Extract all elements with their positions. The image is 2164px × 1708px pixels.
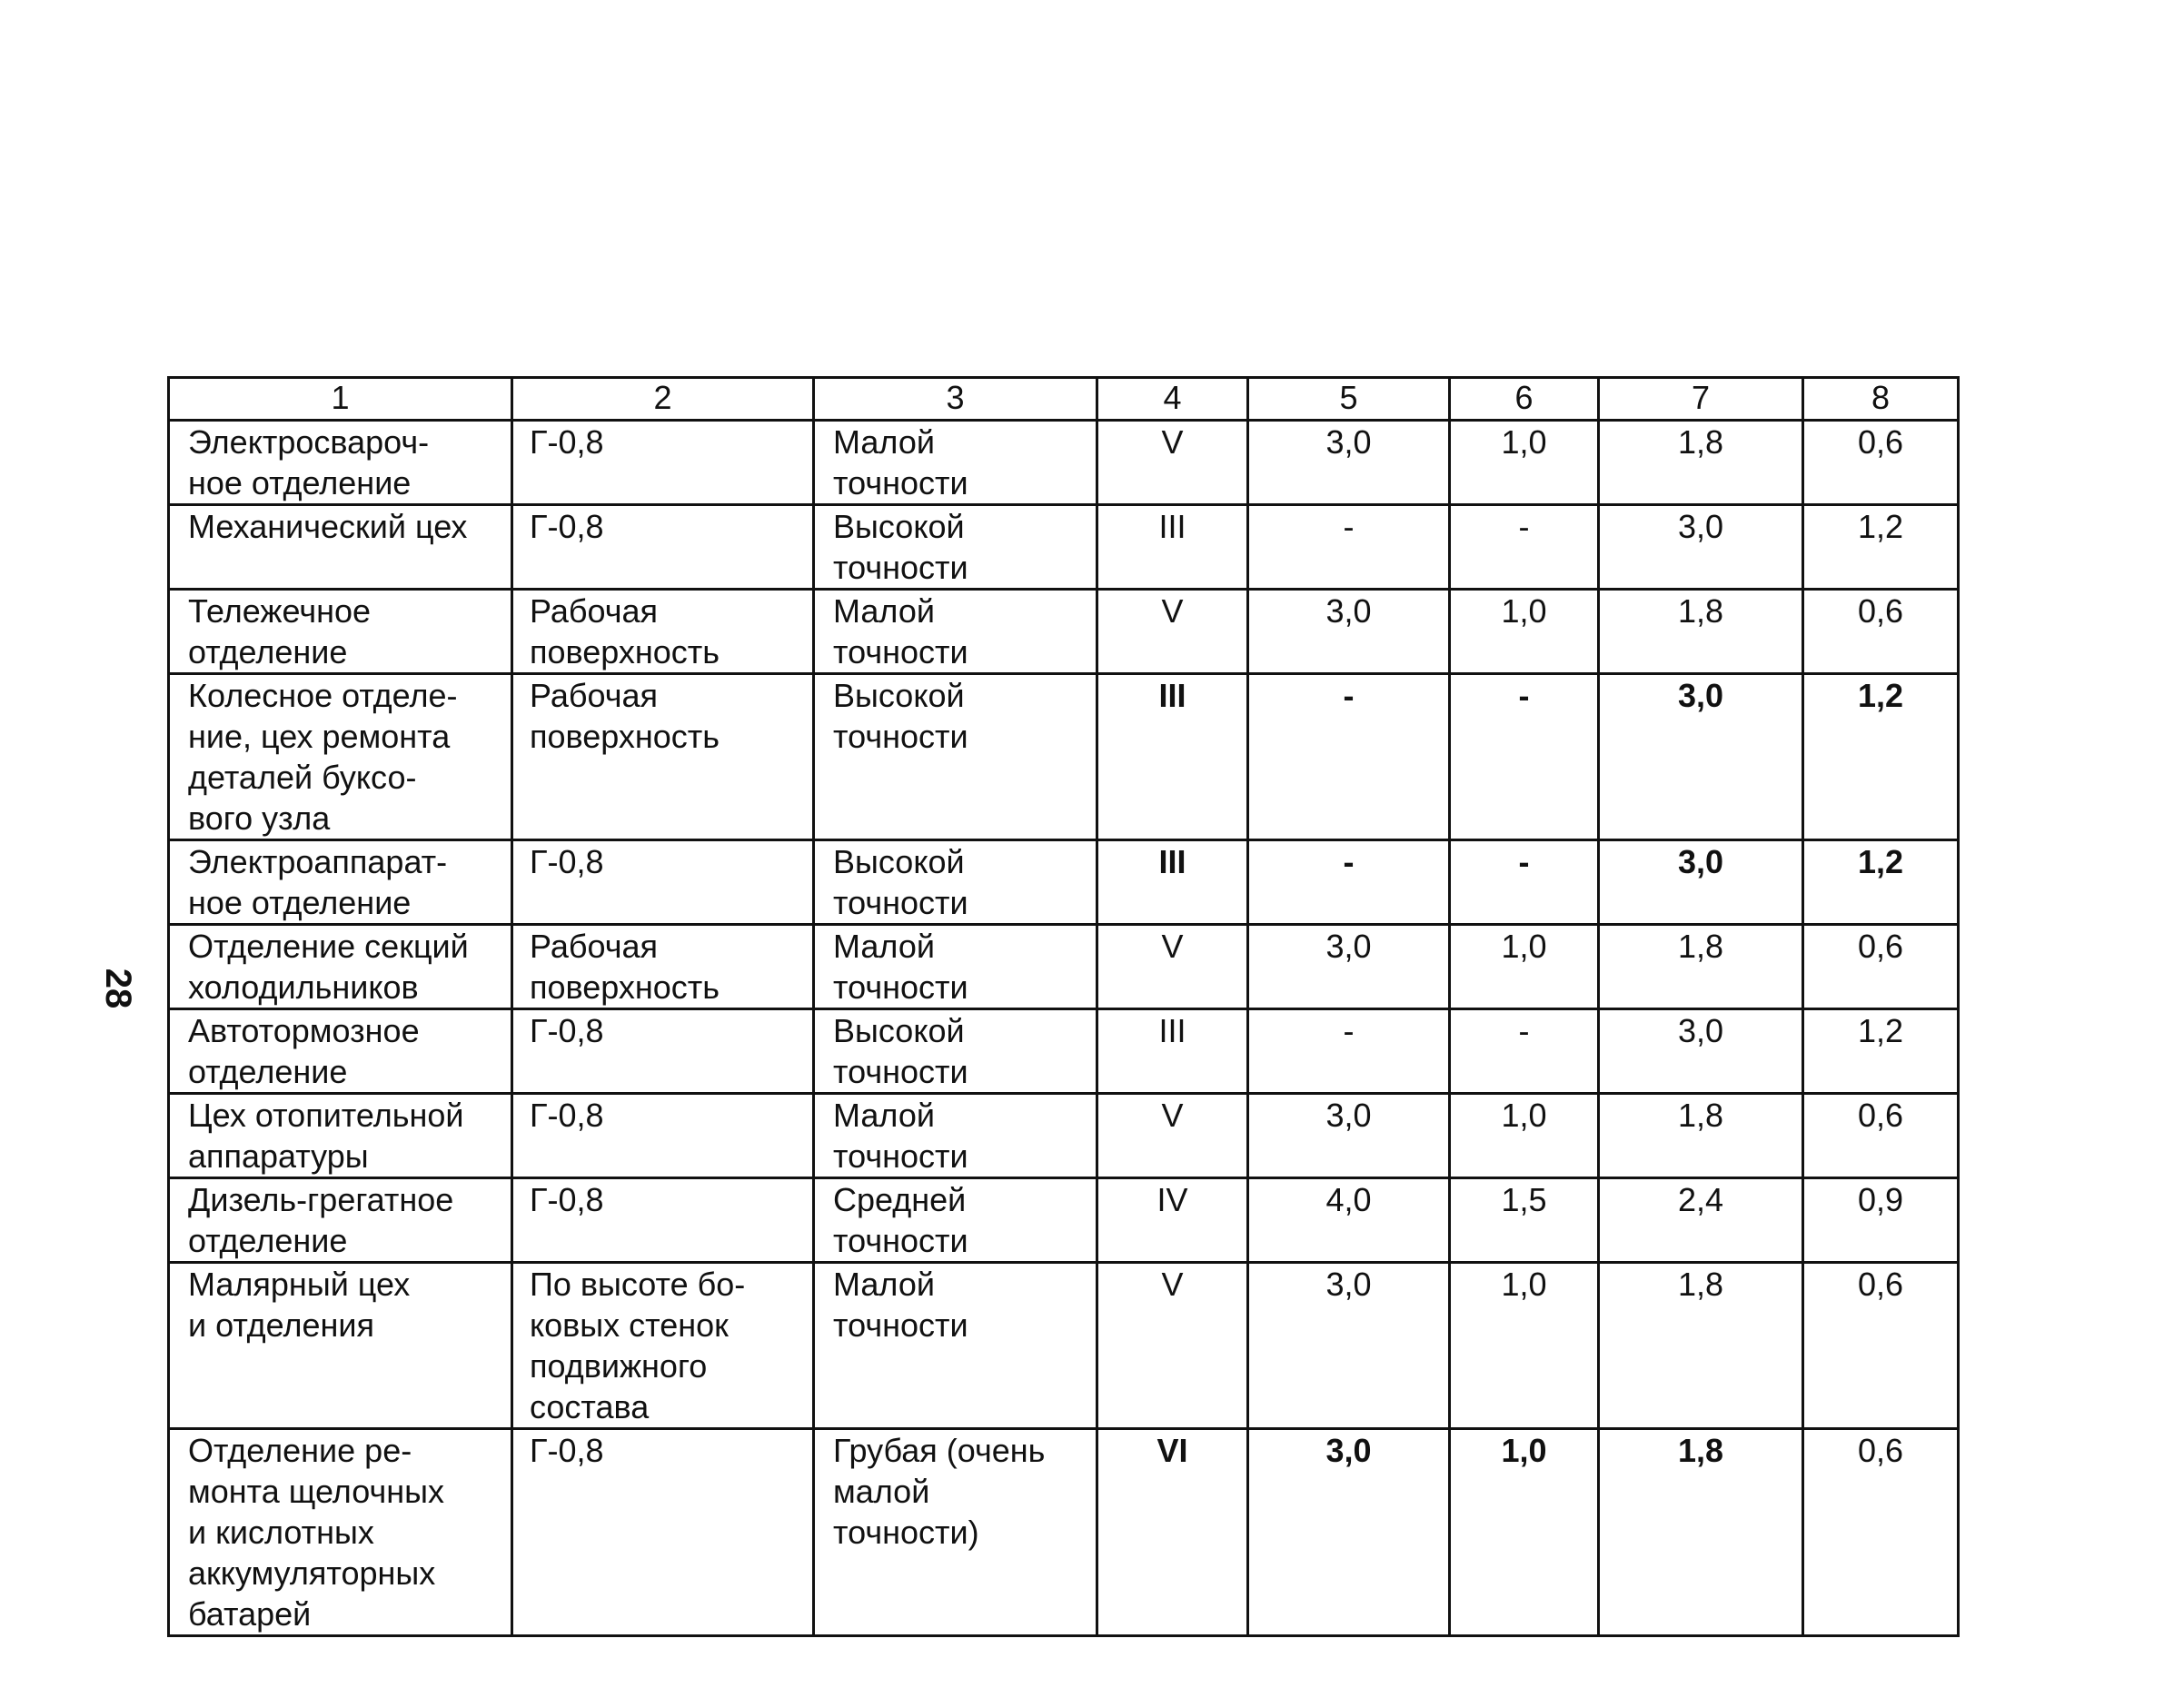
table-row: [169, 1009, 1959, 1094]
value-col5-cell: 4,0: [1248, 1178, 1450, 1263]
category-cell: V: [1097, 925, 1248, 1009]
work-accuracy-cell: Средней точности: [814, 1178, 1097, 1263]
table-row: [169, 1263, 1959, 1429]
value-col6-cell: -: [1450, 505, 1599, 590]
value-col5-cell: 3,0: [1248, 421, 1450, 505]
column-header: 2: [512, 378, 814, 421]
value-col8-cell: 1,2: [1803, 674, 1959, 840]
work-accuracy-cell: Малой точности: [814, 925, 1097, 1009]
value-col7-cell: 1,8: [1599, 1094, 1803, 1178]
column-header: 4: [1097, 378, 1248, 421]
workshop-name-cell: Электроаппарат- ное отделение: [169, 840, 512, 925]
value-col5-cell: 3,0: [1248, 1429, 1450, 1636]
value-col6-cell: 1,0: [1450, 421, 1599, 505]
value-col5-cell: 3,0: [1248, 590, 1450, 674]
value-col8-cell: 1,2: [1803, 505, 1959, 590]
value-col7-cell: 1,8: [1599, 1263, 1803, 1429]
value-col8-cell: 0,6: [1803, 925, 1959, 1009]
value-col8-cell: 0,9: [1803, 1178, 1959, 1263]
value-col6-cell: 1,0: [1450, 925, 1599, 1009]
value-col6-cell: 1,0: [1450, 1429, 1599, 1636]
value-col8-cell: 0,6: [1803, 1263, 1959, 1429]
value-col7-cell: 1,8: [1599, 925, 1803, 1009]
column-header: 5: [1248, 378, 1450, 421]
value-col7-cell: 3,0: [1599, 505, 1803, 590]
working-plane-cell: Рабочая поверхность: [512, 590, 814, 674]
work-accuracy-cell: Высокой точности: [814, 674, 1097, 840]
value-col8-cell: 0,6: [1803, 590, 1959, 674]
value-col7-cell: 1,8: [1599, 421, 1803, 505]
workshop-name-cell: Электросвароч- ное отделение: [169, 421, 512, 505]
category-cell: III: [1097, 1009, 1248, 1094]
table-row: [169, 1178, 1959, 1263]
value-col5-cell: 3,0: [1248, 925, 1450, 1009]
working-plane-cell: По высоте бо- ковых стенок подвижного состава: [512, 1263, 814, 1429]
value-col6-cell: 1,0: [1450, 1094, 1599, 1178]
value-col8-cell: 0,6: [1803, 1429, 1959, 1636]
column-header: 8: [1803, 378, 1959, 421]
value-col6-cell: 1,0: [1450, 1263, 1599, 1429]
value-col7-cell: 3,0: [1599, 1009, 1803, 1094]
work-accuracy-cell: Малой точности: [814, 1094, 1097, 1178]
table-row: [169, 421, 1959, 505]
lighting-norms-table: [167, 376, 1960, 1637]
column-header: 1: [169, 378, 512, 421]
category-cell: V: [1097, 590, 1248, 674]
workshop-name-cell: Автотормозное отделение: [169, 1009, 512, 1094]
work-accuracy-cell: Малой точности: [814, 421, 1097, 505]
working-plane-cell: Г-0,8: [512, 505, 814, 590]
value-col8-cell: 1,2: [1803, 1009, 1959, 1094]
value-col6-cell: 1,5: [1450, 1178, 1599, 1263]
value-col5-cell: -: [1248, 840, 1450, 925]
value-col8-cell: 1,2: [1803, 840, 1959, 925]
column-header: 7: [1599, 378, 1803, 421]
value-col6-cell: -: [1450, 674, 1599, 840]
value-col7-cell: 3,0: [1599, 674, 1803, 840]
table-row: [169, 505, 1959, 590]
page-number: 28: [98, 968, 138, 1009]
category-cell: V: [1097, 1094, 1248, 1178]
working-plane-cell: Г-0,8: [512, 1178, 814, 1263]
work-accuracy-cell: Высокой точности: [814, 1009, 1097, 1094]
workshop-name-cell: Малярный цех и отделения: [169, 1263, 512, 1429]
work-accuracy-cell: Высокой точности: [814, 505, 1097, 590]
work-accuracy-cell: Малой точности: [814, 1263, 1097, 1429]
value-col8-cell: 0,6: [1803, 1094, 1959, 1178]
workshop-name-cell: Тележечное отделение: [169, 590, 512, 674]
workshop-name-cell: Дизель-грегатное отделение: [169, 1178, 512, 1263]
category-cell: V: [1097, 421, 1248, 505]
value-col7-cell: 2,4: [1599, 1178, 1803, 1263]
table-row: [169, 1094, 1959, 1178]
table-row: [169, 840, 1959, 925]
value-col5-cell: -: [1248, 1009, 1450, 1094]
table-row: [169, 590, 1959, 674]
table-row: [169, 674, 1959, 840]
value-col6-cell: -: [1450, 840, 1599, 925]
value-col6-cell: 1,0: [1450, 590, 1599, 674]
table-row: [169, 1429, 1959, 1636]
working-plane-cell: Г-0,8: [512, 1094, 814, 1178]
header-row: [169, 378, 1959, 421]
work-accuracy-cell: Малой точности: [814, 590, 1097, 674]
value-col8-cell: 0,6: [1803, 421, 1959, 505]
value-col7-cell: 1,8: [1599, 590, 1803, 674]
category-cell: IV: [1097, 1178, 1248, 1263]
workshop-name-cell: Отделение секций холодильников: [169, 925, 512, 1009]
workshop-name-cell: Цех отопительной аппаратуры: [169, 1094, 512, 1178]
working-plane-cell: Г-0,8: [512, 1429, 814, 1636]
working-plane-cell: Г-0,8: [512, 840, 814, 925]
workshop-name-cell: Механический цех: [169, 505, 512, 590]
value-col6-cell: -: [1450, 1009, 1599, 1094]
workshop-name-cell: Отделение ре- монта щелочных и кислотных аккумуляторных батарей: [169, 1429, 512, 1636]
value-col5-cell: -: [1248, 505, 1450, 590]
value-col5-cell: 3,0: [1248, 1094, 1450, 1178]
value-col7-cell: 3,0: [1599, 840, 1803, 925]
value-col5-cell: 3,0: [1248, 1263, 1450, 1429]
value-col5-cell: -: [1248, 674, 1450, 840]
category-cell: V: [1097, 1263, 1248, 1429]
table-row: [169, 925, 1959, 1009]
category-cell: VI: [1097, 1429, 1248, 1636]
column-header: 3: [814, 378, 1097, 421]
category-cell: III: [1097, 505, 1248, 590]
category-cell: III: [1097, 674, 1248, 840]
work-accuracy-cell: Грубая (очень малой точности): [814, 1429, 1097, 1636]
column-header: 6: [1450, 378, 1599, 421]
working-plane-cell: Г-0,8: [512, 1009, 814, 1094]
working-plane-cell: Рабочая поверхность: [512, 925, 814, 1009]
value-col7-cell: 1,8: [1599, 1429, 1803, 1636]
working-plane-cell: Г-0,8: [512, 421, 814, 505]
work-accuracy-cell: Высокой точности: [814, 840, 1097, 925]
workshop-name-cell: Колесное отделе- ние, цех ремонта деталей буксо- вого узла: [169, 674, 512, 840]
category-cell: III: [1097, 840, 1248, 925]
working-plane-cell: Рабочая поверхность: [512, 674, 814, 840]
